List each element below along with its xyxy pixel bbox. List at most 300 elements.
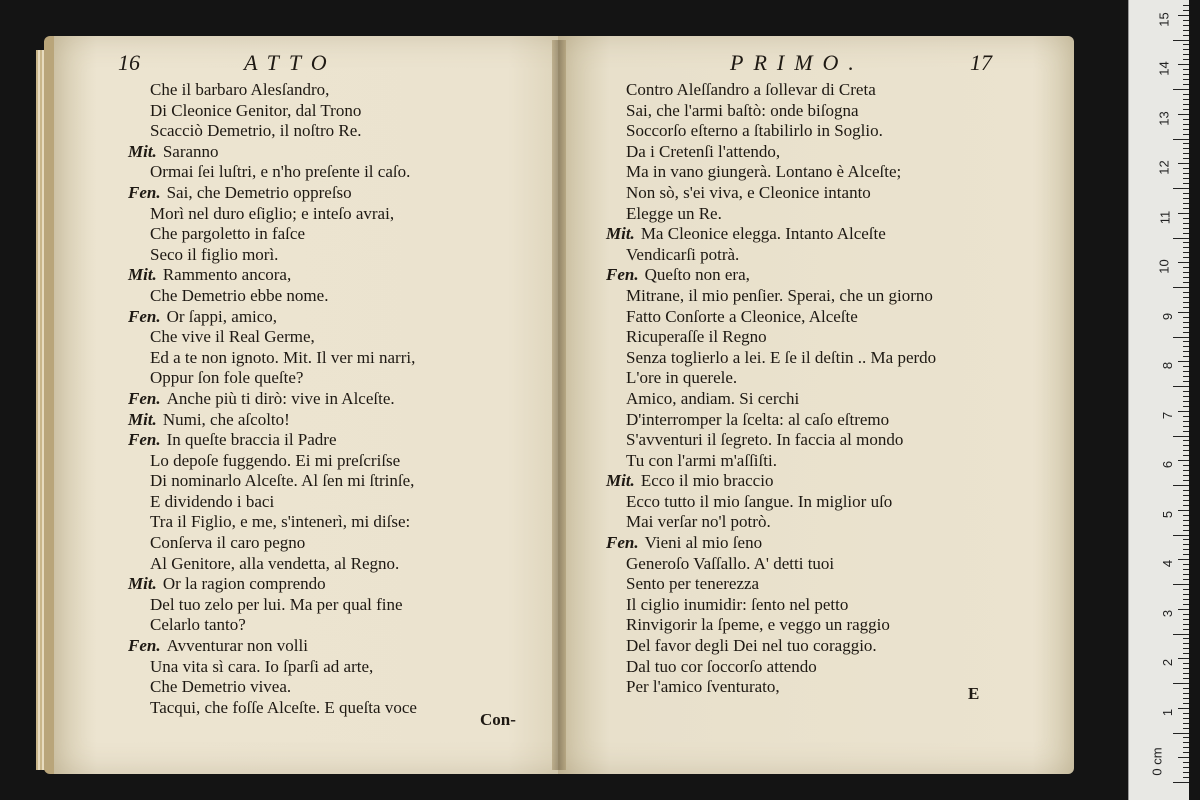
line-text: Lo depoſe fuggendo. Ei mi preſcriſse xyxy=(150,450,401,470)
line-text: Celarlo tanto? xyxy=(150,615,246,635)
line-text: Che il barbaro Alesſandro, xyxy=(150,80,330,99)
ruler-tick xyxy=(1183,228,1189,229)
text-line xyxy=(558,101,1074,122)
line-text: Tacqui, che foſſe Alceſte. E queſta voce xyxy=(150,697,417,717)
ruler-tick xyxy=(1183,322,1189,323)
ruler-tick xyxy=(1183,148,1189,149)
text-line xyxy=(558,245,1074,266)
ruler-tick xyxy=(1183,703,1189,704)
right-page-number: 17 xyxy=(970,50,992,75)
ruler-tick xyxy=(1173,733,1189,734)
line-text: L'ore in querele. xyxy=(626,368,738,388)
line-text: Vieni al mio ſeno xyxy=(644,533,763,553)
ruler-tick xyxy=(1178,658,1189,659)
text-line xyxy=(54,574,588,595)
speaker-label: Mit. xyxy=(128,265,157,285)
ruler-label: 2 xyxy=(1159,658,1175,667)
line-text: D'interromper la ſcelta: al caſo eſtremo xyxy=(626,409,890,429)
ruler-tick xyxy=(1173,782,1189,783)
ruler-tick xyxy=(1183,648,1189,649)
line-text: Ed a te non ignoto. Mit. Il ver mi narri, xyxy=(150,347,416,367)
ruler-tick xyxy=(1173,89,1189,90)
ruler-tick xyxy=(1183,777,1189,778)
ruler-label: 5 xyxy=(1159,510,1175,518)
ruler-tick xyxy=(1183,158,1189,159)
ruler-tick xyxy=(1183,59,1189,60)
ruler-tick xyxy=(1183,643,1189,644)
ruler-tick xyxy=(1183,401,1189,402)
ruler-tick xyxy=(1183,500,1189,501)
ruler-tick xyxy=(1183,376,1189,377)
ruler-tick xyxy=(1173,683,1189,684)
ruler-tick xyxy=(1183,619,1189,620)
ruler-tick xyxy=(1183,198,1189,199)
ruler-tick xyxy=(1183,35,1189,36)
text-line xyxy=(558,368,1074,389)
ruler-tick xyxy=(1178,708,1189,709)
book-gutter xyxy=(552,40,566,770)
text-line xyxy=(54,451,588,472)
text-line xyxy=(558,410,1074,431)
ruler-tick xyxy=(1183,663,1189,664)
line-text: Una vita sì cara. Io ſparſi ad arte, xyxy=(150,656,374,676)
text-line xyxy=(558,307,1074,328)
ruler-tick xyxy=(1183,74,1189,75)
ruler-tick xyxy=(1183,168,1189,169)
right-page-text xyxy=(558,80,1074,698)
text-line xyxy=(558,595,1074,616)
text-line xyxy=(54,80,588,101)
ruler-tick xyxy=(1183,490,1189,491)
ruler-tick xyxy=(1183,693,1189,694)
ruler-tick xyxy=(1183,30,1189,31)
line-text: Rammento ancora, xyxy=(162,265,292,285)
line-text: S'avventuri il ſegreto. In faccia al mondo xyxy=(626,430,904,450)
line-text: Che vive il Real Germe, xyxy=(150,327,315,347)
text-line xyxy=(54,265,588,286)
ruler-tick xyxy=(1178,510,1189,511)
ruler-tick xyxy=(1183,54,1189,55)
text-line xyxy=(558,574,1074,595)
ruler-tick xyxy=(1183,20,1189,21)
left-page-number: 16 xyxy=(118,50,140,75)
ruler-tick xyxy=(1183,99,1189,100)
ruler-label: 14 xyxy=(1156,61,1172,76)
ruler-tick xyxy=(1183,257,1189,258)
line-text: Avventurar non volli xyxy=(166,636,308,656)
ruler-tick xyxy=(1183,351,1189,352)
text-line xyxy=(54,121,588,142)
text-line xyxy=(558,327,1074,348)
ruler-tick xyxy=(1173,337,1189,338)
ruler-tick xyxy=(1183,624,1189,625)
ruler-tick xyxy=(1183,79,1189,80)
ruler-tick xyxy=(1183,752,1189,753)
line-text: Non sò, s'ei viva, e Cleonice intanto xyxy=(626,182,871,202)
ruler-tick xyxy=(1183,747,1189,748)
text-line xyxy=(54,410,588,431)
ruler-tick xyxy=(1173,287,1189,288)
ruler-tick xyxy=(1183,713,1189,714)
ruler-tick xyxy=(1183,629,1189,630)
speaker-label: Fen. xyxy=(606,265,639,285)
ruler-label: 15 xyxy=(1156,11,1172,27)
line-text: Ma in vano giungerà. Lontano è Alceſte; xyxy=(626,162,902,182)
ruler-tick xyxy=(1183,223,1189,224)
ruler-tick xyxy=(1183,267,1189,268)
ruler-tick xyxy=(1183,84,1189,85)
speaker-label: Fen. xyxy=(128,388,161,408)
text-line xyxy=(558,224,1074,245)
line-text: Vendicarſi potrà. xyxy=(626,244,740,264)
line-text: Anche più ti dirò: vive in Alceſte. xyxy=(166,388,395,408)
line-text: Per l'amico ſventurato, xyxy=(626,677,780,697)
ruler-label: 11 xyxy=(1156,210,1172,224)
ruler-tick xyxy=(1183,520,1189,521)
speaker-label: Mit. xyxy=(606,224,635,244)
speaker-label: Fen. xyxy=(128,306,161,326)
ruler-tick xyxy=(1183,317,1189,318)
ruler-tick xyxy=(1183,728,1189,729)
ruler-tick xyxy=(1183,505,1189,506)
line-text: Oppur ſon fole queſte? xyxy=(150,368,304,388)
ruler-tick xyxy=(1183,391,1189,392)
right-running-title: PRIMO. xyxy=(730,50,864,75)
ruler-tick xyxy=(1173,535,1189,536)
measuring-ruler xyxy=(1128,0,1189,800)
ruler-tick xyxy=(1183,173,1189,174)
ruler-tick xyxy=(1183,440,1189,441)
ruler-tick xyxy=(1178,361,1189,362)
ruler-tick xyxy=(1183,49,1189,50)
line-text: Conſerva il caro pegno xyxy=(150,533,306,553)
ruler-tick xyxy=(1183,742,1189,743)
line-text: Di nominarlo Alceſte. Al ſen mi ſtrinſe, xyxy=(150,471,415,491)
open-book xyxy=(22,30,1084,780)
ruler-tick xyxy=(1183,698,1189,699)
line-text: Rinvigorir la ſpeme, e veggo un raggio xyxy=(626,615,890,635)
ruler-tick xyxy=(1178,757,1189,758)
ruler-tick xyxy=(1183,242,1189,243)
ruler-tick xyxy=(1183,119,1189,120)
text-line xyxy=(54,162,588,183)
text-line xyxy=(54,286,588,307)
text-line xyxy=(54,595,588,616)
ruler-tick xyxy=(1183,589,1189,590)
line-text: Fatto Conſorte a Cleonice, Alceſte xyxy=(626,306,858,326)
text-line xyxy=(54,533,588,554)
line-text: Contro Aleſſandro a ſollevar di Creta xyxy=(626,80,876,99)
ruler-tick xyxy=(1183,431,1189,432)
ruler-tick xyxy=(1183,10,1189,11)
text-line xyxy=(558,615,1074,636)
text-line xyxy=(558,554,1074,575)
ruler-tick xyxy=(1183,332,1189,333)
speaker-label: Mit. xyxy=(128,409,157,429)
ruler-tick xyxy=(1183,307,1189,308)
ruler-tick xyxy=(1183,371,1189,372)
ruler-tick xyxy=(1183,653,1189,654)
text-line xyxy=(54,224,588,245)
speaker-label: Mit. xyxy=(606,471,635,491)
line-text: Saranno xyxy=(162,141,219,161)
text-line xyxy=(54,101,588,122)
ruler-label: 4 xyxy=(1159,559,1175,568)
line-text: Sai, che Demetrio oppreſso xyxy=(166,182,352,202)
ruler-tick xyxy=(1178,411,1189,412)
ruler-tick xyxy=(1183,539,1189,540)
ruler-tick xyxy=(1183,297,1189,298)
ruler-tick xyxy=(1173,436,1189,437)
ruler-tick xyxy=(1183,450,1189,451)
line-text: Il ciglio inumidir: ſento nel petto xyxy=(626,594,849,614)
line-text: Tra il Figlio, e me, s'intenerì, mi diſse: xyxy=(150,512,411,532)
speaker-label: Mit. xyxy=(128,574,157,594)
text-line xyxy=(54,636,588,657)
ruler-tick xyxy=(1183,421,1189,422)
ruler-tick xyxy=(1183,554,1189,555)
ruler-tick xyxy=(1183,638,1189,639)
text-line xyxy=(558,512,1074,533)
text-line xyxy=(558,121,1074,142)
ruler-tick xyxy=(1178,163,1189,164)
ruler-tick xyxy=(1183,594,1189,595)
ruler-tick xyxy=(1183,252,1189,253)
ruler-tick xyxy=(1183,282,1189,283)
ruler-tick xyxy=(1178,609,1189,610)
ruler-tick xyxy=(1173,634,1189,635)
ruler-tick xyxy=(1183,495,1189,496)
ruler-label: 8 xyxy=(1159,361,1175,370)
ruler-tick xyxy=(1173,238,1189,239)
line-text: Ricuperaſſe il Regno xyxy=(626,327,767,347)
right-page xyxy=(558,36,1074,774)
ruler-tick xyxy=(1183,544,1189,545)
speaker-label: Fen. xyxy=(606,533,639,553)
ruler-tick xyxy=(1183,292,1189,293)
text-line xyxy=(54,512,588,533)
speaker-label: Fen. xyxy=(128,430,161,450)
ruler-tick xyxy=(1183,396,1189,397)
ruler-tick xyxy=(1178,15,1189,16)
text-line xyxy=(54,327,588,348)
text-line xyxy=(558,636,1074,657)
left-page-text xyxy=(54,80,588,718)
ruler-tick xyxy=(1183,480,1189,481)
ruler-tick xyxy=(1183,233,1189,234)
text-line xyxy=(54,348,588,369)
ruler-tick xyxy=(1178,64,1189,65)
text-line xyxy=(54,492,588,513)
line-text: Sento per tenerezza xyxy=(626,574,760,594)
ruler-tick xyxy=(1183,346,1189,347)
line-text: Ma Cleonice elegga. Intanto Alceſte xyxy=(640,224,886,244)
ruler-tick xyxy=(1183,762,1189,763)
ruler-tick xyxy=(1183,218,1189,219)
text-line xyxy=(558,471,1074,492)
line-text: Mitrane, il mio penſier. Sperai, che un giorno xyxy=(626,285,933,305)
line-text: Seco il figlio morì. xyxy=(150,244,279,264)
ruler-tick xyxy=(1178,213,1189,214)
text-line xyxy=(558,142,1074,163)
text-line xyxy=(558,265,1074,286)
ruler-tick xyxy=(1183,530,1189,531)
ruler-tick xyxy=(1183,381,1189,382)
ruler-tick xyxy=(1183,599,1189,600)
ruler-tick xyxy=(1183,579,1189,580)
ruler-tick xyxy=(1183,272,1189,273)
ruler-tick xyxy=(1183,767,1189,768)
ruler-tick xyxy=(1183,327,1189,328)
line-text: Di Cleonice Genitor, dal Trono xyxy=(150,100,362,120)
line-text: Ormai ſei luſtri, e n'ho preſente il caſo. xyxy=(150,162,411,182)
ruler-tick xyxy=(1183,94,1189,95)
ruler-tick xyxy=(1173,485,1189,486)
text-line xyxy=(558,80,1074,101)
ruler-tick xyxy=(1178,460,1189,461)
ruler-label: 0 cm xyxy=(1149,747,1165,776)
ruler-tick xyxy=(1183,341,1189,342)
ruler-tick xyxy=(1183,549,1189,550)
ruler-tick xyxy=(1183,678,1189,679)
line-text: Or ſappi, amico, xyxy=(166,306,278,326)
line-text: Da i Cretenſi l'attendo, xyxy=(626,141,781,161)
ruler-tick xyxy=(1183,124,1189,125)
text-line xyxy=(54,307,588,328)
text-line xyxy=(54,368,588,389)
ruler-tick xyxy=(1183,604,1189,605)
ruler-tick xyxy=(1183,277,1189,278)
text-line xyxy=(558,677,1074,698)
text-line xyxy=(54,245,588,266)
ruler-tick xyxy=(1183,426,1189,427)
ruler-tick xyxy=(1183,178,1189,179)
ruler-tick xyxy=(1173,188,1189,189)
right-catchword: E xyxy=(968,684,980,703)
line-text: Morì nel duro eſiglio; e inteſo avrai, xyxy=(150,203,395,223)
ruler-tick xyxy=(1183,455,1189,456)
ruler-label: 7 xyxy=(1159,411,1175,419)
ruler-tick xyxy=(1183,183,1189,184)
ruler-tick xyxy=(1183,416,1189,417)
ruler-label: 6 xyxy=(1159,460,1175,469)
ruler-tick xyxy=(1183,564,1189,565)
ruler-tick xyxy=(1183,208,1189,209)
ruler-tick xyxy=(1183,406,1189,407)
ruler-tick xyxy=(1178,559,1189,560)
line-text: Senza toglierlo a lei. E ſe il deſtin .. Ma perdo xyxy=(626,347,937,367)
ruler-tick xyxy=(1183,5,1189,6)
ruler-tick xyxy=(1183,688,1189,689)
text-line xyxy=(558,204,1074,225)
text-line xyxy=(54,471,588,492)
text-line xyxy=(54,430,588,451)
ruler-tick xyxy=(1173,386,1189,387)
line-text: Sai, che l'armi baſtò: onde biſogna xyxy=(626,100,859,120)
line-text: Ecco il mio braccio xyxy=(640,471,774,491)
speaker-label: Fen. xyxy=(128,182,161,202)
text-line xyxy=(54,183,588,204)
ruler-label: 1 xyxy=(1159,708,1175,716)
text-line xyxy=(54,677,588,698)
line-text: Che Demetrio vivea. xyxy=(150,677,292,697)
text-line xyxy=(54,389,588,410)
line-text: Soccorſo eſterno a ſtabilirlo in Soglio. xyxy=(626,121,883,141)
text-line xyxy=(558,533,1074,554)
ruler-tick xyxy=(1183,470,1189,471)
ruler-tick xyxy=(1183,574,1189,575)
ruler-tick xyxy=(1183,673,1189,674)
line-text: Del favor degli Dei nel tuo coraggio. xyxy=(626,636,877,656)
ruler-tick xyxy=(1183,25,1189,26)
line-text: Ecco tutto il mio ſangue. In miglior uſo xyxy=(626,491,893,511)
line-text: E dividendo i baci xyxy=(150,491,275,511)
ruler-label: 10 xyxy=(1156,259,1172,274)
ruler-label: 13 xyxy=(1156,110,1172,126)
ruler-tick xyxy=(1173,584,1189,585)
line-text: Del tuo zelo per lui. Ma per qual fine xyxy=(150,594,403,614)
line-text: Amico, andiam. Si cerchi xyxy=(626,388,800,408)
ruler-tick xyxy=(1183,44,1189,45)
ruler-tick xyxy=(1178,312,1189,313)
ruler-tick xyxy=(1183,515,1189,516)
ruler-tick xyxy=(1183,104,1189,105)
text-line xyxy=(54,142,588,163)
ruler-label: 12 xyxy=(1156,160,1172,175)
text-line xyxy=(558,348,1074,369)
text-line xyxy=(558,389,1074,410)
left-page xyxy=(44,36,588,774)
ruler-tick xyxy=(1183,723,1189,724)
ruler-tick xyxy=(1183,668,1189,669)
ruler-tick xyxy=(1183,718,1189,719)
line-text: In queſte braccia il Padre xyxy=(166,430,337,450)
ruler-tick xyxy=(1178,114,1189,115)
line-text: Che pargoletto in faſce xyxy=(150,224,305,244)
line-text: Mai verſar no'l potrò. xyxy=(626,512,771,532)
ruler-tick xyxy=(1183,569,1189,570)
line-text: Scacciò Demetrio, il noſtro Re. xyxy=(150,121,362,141)
text-line xyxy=(558,492,1074,513)
ruler-tick xyxy=(1183,129,1189,130)
text-line xyxy=(558,430,1074,451)
ruler-tick xyxy=(1183,445,1189,446)
ruler-tick xyxy=(1183,153,1189,154)
ruler-tick xyxy=(1183,525,1189,526)
ruler-tick xyxy=(1183,69,1189,70)
ruler-tick xyxy=(1183,302,1189,303)
line-text: Che Demetrio ebbe nome. xyxy=(150,285,329,305)
line-text: Dal tuo cor ſoccorſo attendo xyxy=(626,656,817,676)
ruler-tick xyxy=(1178,262,1189,263)
line-text: Al Genitore, alla vendetta, al Regno. xyxy=(150,553,400,573)
ruler-tick xyxy=(1173,139,1189,140)
ruler-tick xyxy=(1183,356,1189,357)
ruler-tick xyxy=(1183,109,1189,110)
ruler-label: 9 xyxy=(1159,312,1175,320)
text-line xyxy=(558,657,1074,678)
text-line xyxy=(54,615,588,636)
ruler-tick xyxy=(1183,614,1189,615)
ruler-tick xyxy=(1183,134,1189,135)
ruler-tick xyxy=(1183,475,1189,476)
text-line xyxy=(558,183,1074,204)
ruler-tick xyxy=(1183,465,1189,466)
ruler-tick xyxy=(1183,203,1189,204)
line-text: Or la ragion comprendo xyxy=(162,574,326,594)
left-catchword: Con- xyxy=(480,710,516,729)
text-line xyxy=(54,204,588,225)
